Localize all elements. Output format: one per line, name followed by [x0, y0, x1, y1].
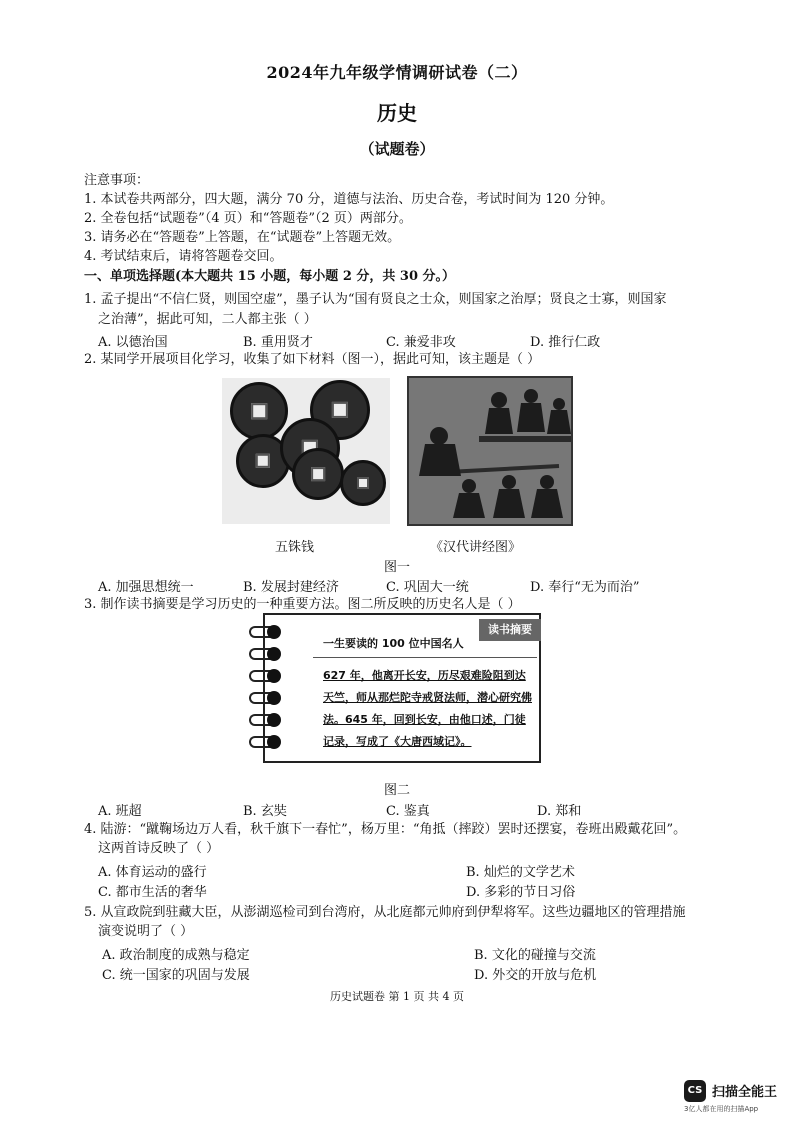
note-item-4: 4. 考试结束后，请将答题卷交回。 [84, 249, 283, 264]
q5-option-a: A. 政治制度的成熟与稳定 [102, 948, 250, 963]
q3-stem: 3. 制作读书摘要是学习历史的一种重要方法。图二所反映的历史名人是（ ） [84, 597, 521, 612]
q5-stem-line2: 演变说明了（ ） [98, 924, 194, 939]
notebook-text [323, 665, 533, 753]
notebook-divider [313, 657, 537, 658]
figure-1-label: 图一 [383, 560, 410, 575]
q1-option-b: B. 重用贤才 [243, 335, 313, 350]
q4-stem-line1: 4. 陆游：“蹴鞠场边万人看，秋千旗下一春忙”，杨万里：“角抵（摔跤）罢时还摆宴，卷班出殿戴花回”。 [84, 822, 687, 837]
q1-option-c: C. 兼爱非攻 [386, 335, 456, 350]
note-item-3: 3. 请务必在“答题卷”上答题，在“试题卷”上答题无效。 [84, 230, 401, 245]
notebook-heading: 一生要读的 100 位中国名人 [323, 637, 464, 650]
subject-title: 历史 [377, 101, 417, 125]
q3-option-c: C. 鉴真 [386, 804, 430, 819]
q5-stem-line1: 5. 从宣政院到驻藏大臣，从澎湖巡检司到台湾府，从北庭都元帅府到伊犁将军。这些边疆地区的管理措施 [84, 905, 686, 920]
q4-option-b: B. 灿烂的文学艺术 [466, 865, 575, 880]
paper-type: （试题卷） [359, 140, 435, 158]
note-item-1: 1. 本试卷共两部分，四大题，满分 70 分，道德与法治、历史合卷，考试时间为 120 分钟。 [84, 192, 614, 207]
q1-stem-line2: 之治薄”，据此可知，二人都主张（ ） [98, 312, 317, 327]
q2-option-b: B. 发展封建经济 [243, 580, 339, 595]
note-item-2: 2. 全卷包括“试题卷”（4 页）和“答题卷”（2 页）两部分。 [84, 211, 412, 226]
q4-option-d: D. 多彩的节日习俗 [466, 885, 576, 900]
q5-option-c: C. 统一国家的巩固与发展 [102, 968, 250, 983]
han-lecture-relief-image [407, 376, 573, 526]
notebook-tag: 读书摘要 [479, 619, 541, 641]
q3-option-b: B. 玄奘 [243, 804, 287, 819]
q4-option-c: C. 都市生活的奢华 [98, 885, 207, 900]
q1-option-d: D. 推行仁政 [530, 335, 601, 350]
relief-figures-icon [409, 378, 573, 526]
q2-option-a: A. 加强思想统一 [98, 580, 194, 595]
wuzhu-coins-image [222, 378, 390, 524]
spiral-ring-icon [249, 625, 283, 639]
watermark-subtitle: 3亿人都在用的扫描App [684, 1105, 759, 1113]
q2-stem: 2. 某同学开展项目化学习，收集了如下材料（图一），据此可知，该主题是（ ） [84, 352, 541, 367]
camscanner-logo-icon: CS [684, 1080, 706, 1102]
reading-notes-notebook [263, 613, 541, 763]
coin-shape [230, 382, 288, 440]
q3-option-d: D. 郑和 [537, 804, 582, 819]
q1-stem-line1: 1. 孟子提出“不信仁贤，则国空虚”，墨子认为“国有贤良之士众，则国家之治厚；贤良之士寡，则国家 [84, 292, 667, 307]
q1-option-a: A. 以德治国 [98, 335, 168, 350]
q4-stem-line2: 这两首诗反映了（ ） [98, 841, 220, 856]
relief-caption: 《汉代讲经图》 [430, 540, 522, 555]
scanner-watermark [684, 1076, 788, 1116]
spiral-ring-icon [249, 669, 283, 683]
spiral-ring-icon [249, 647, 283, 661]
q3-option-a: A. 班超 [98, 804, 142, 819]
notes-heading: 注意事项： [84, 173, 150, 188]
coin-shape [340, 460, 386, 506]
q5-option-d: D. 外交的开放与危机 [474, 968, 597, 983]
coins-caption: 五铢钱 [275, 540, 315, 555]
coin-shape [292, 448, 344, 500]
section-heading: 一、单项选择题(本大题共 15 小题，每小题 2 分，共 30 分。） [84, 269, 456, 284]
spiral-ring-icon [249, 735, 283, 749]
figure-2-label: 图二 [383, 783, 410, 798]
spiral-ring-icon [249, 691, 283, 705]
spiral-ring-icon [249, 713, 283, 727]
page-footer: 历史试题卷 第 1 页 共 4 页 [330, 990, 464, 1003]
q5-option-b: B. 文化的碰撞与交流 [474, 948, 596, 963]
watermark-name: 扫描全能王 [712, 1085, 778, 1100]
q2-option-d: D. 奉行“无为而治” [530, 580, 640, 595]
notebook-text-content: 627 年，他离开长安，历尽艰难险阻到达天竺，师从那烂陀寺戒贤法师，潜心研究佛法。645 年，回到长安，由他口述，门徒记录，写成了《大唐西域记》。 [323, 669, 532, 748]
exam-title: 2024年九年级学情调研试卷（二） [266, 63, 528, 82]
q2-option-c: C. 巩固大一统 [386, 580, 469, 595]
q4-option-a: A. 体育运动的盛行 [98, 865, 207, 880]
